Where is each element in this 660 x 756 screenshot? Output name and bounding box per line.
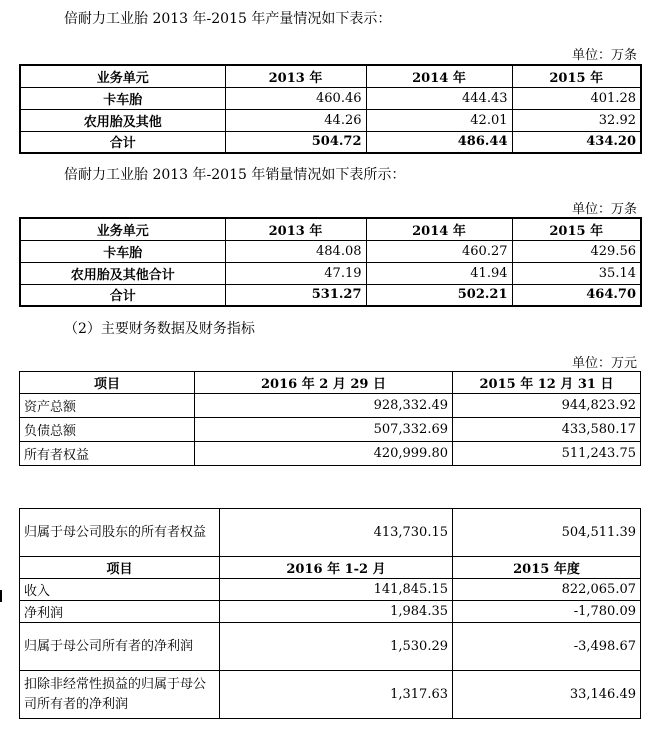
row-label: 资产总额	[20, 394, 195, 418]
margin-mark	[0, 590, 2, 602]
table-row	[20, 442, 641, 466]
col-header-2014: 2014 年	[366, 218, 512, 240]
sales-table	[19, 217, 642, 307]
row-label: 归属于母公司股东的所有者权益	[20, 509, 220, 557]
col-header-item: 项目	[20, 372, 195, 394]
row-label: 农用胎及其他	[20, 109, 225, 131]
production-intro: 倍耐力工业胎 2013 年-2015 年产量情况如下表示：	[64, 11, 392, 27]
cell-value: -1,780.09	[453, 601, 641, 623]
row-label: 所有者权益	[20, 442, 195, 466]
cell-value: 35.14	[512, 262, 641, 284]
col-header-2015: 2015 年	[512, 65, 641, 87]
col-header-2015-dec: 2015 年 12 月 31 日	[453, 372, 641, 394]
cell-value: -3,498.67	[453, 623, 641, 671]
table-row	[20, 394, 641, 418]
col-header-2013: 2013 年	[225, 218, 366, 240]
sales-intro: 倍耐力工业胎 2013 年-2015 年销量情况如下表所示：	[64, 167, 406, 183]
cell-value: 444.43	[366, 87, 512, 109]
table-row	[20, 240, 641, 262]
cell-value: 32.92	[512, 109, 641, 131]
production-table	[19, 64, 642, 154]
cell-value: 507,332.69	[195, 418, 453, 442]
cell-value: 1,317.63	[220, 671, 453, 719]
table-row	[20, 623, 641, 671]
row-label: 卡车胎	[20, 87, 225, 109]
balance-table	[19, 371, 641, 466]
row-label: 农用胎及其他合计	[20, 262, 225, 284]
row-label: 净利润	[20, 601, 220, 623]
cell-value: 33,146.49	[453, 671, 641, 719]
table-row	[20, 87, 641, 109]
income-table	[19, 508, 641, 719]
col-header-2014: 2014 年	[366, 65, 512, 87]
cell-value: 434.20	[512, 131, 641, 153]
cell-value: 464.70	[512, 284, 641, 306]
cell-value: 502.21	[366, 284, 512, 306]
col-header-item: 项目	[20, 557, 220, 579]
col-header-2016-feb: 2016 年 2 月 29 日	[195, 372, 453, 394]
table-row	[20, 262, 641, 284]
cell-value: 401.28	[512, 87, 641, 109]
production-unit: 单位：万条	[571, 48, 637, 63]
sales-unit: 单位：万条	[571, 202, 637, 217]
row-label: 负债总额	[20, 418, 195, 442]
cell-value: 429.56	[512, 240, 641, 262]
cell-value: 47.19	[225, 262, 366, 284]
col-header-2016-jan-feb: 2016 年 1-2 月	[220, 557, 453, 579]
cell-value: 460.27	[366, 240, 512, 262]
cell-value: 433,580.17	[453, 418, 641, 442]
cell-value: 511,243.75	[453, 442, 641, 466]
cell-value: 928,332.49	[195, 394, 453, 418]
cell-value: 944,823.92	[453, 394, 641, 418]
table-row	[20, 601, 641, 623]
table-row	[20, 671, 641, 719]
row-label: 归属于母公司所有者的净利润	[20, 623, 220, 671]
cell-value: 504.72	[225, 131, 366, 153]
table-row	[20, 418, 641, 442]
cell-value: 42.01	[366, 109, 512, 131]
cell-value: 41.94	[366, 262, 512, 284]
financial-unit: 单位：万元	[571, 356, 637, 371]
row-label: 卡车胎	[20, 240, 225, 262]
table-row-total	[20, 284, 641, 306]
col-header-unit: 业务单元	[20, 218, 225, 240]
table-row	[20, 109, 641, 131]
cell-value: 44.26	[225, 109, 366, 131]
col-header-2015-year: 2015 年度	[453, 557, 641, 579]
cell-value: 531.27	[225, 284, 366, 306]
cell-value: 420,999.80	[195, 442, 453, 466]
cell-value: 1,984.35	[220, 601, 453, 623]
financial-heading: （2）主要财务数据及财务指标	[64, 321, 255, 337]
cell-value: 484.08	[225, 240, 366, 262]
col-header-unit: 业务单元	[20, 65, 225, 87]
cell-value: 460.46	[225, 87, 366, 109]
col-header-2013: 2013 年	[225, 65, 366, 87]
cell-value: 141,845.15	[220, 579, 453, 601]
col-header-2015: 2015 年	[512, 218, 641, 240]
cell-value: 822,065.07	[453, 579, 641, 601]
table-row-total	[20, 131, 641, 153]
row-label: 收入	[20, 579, 220, 601]
row-label: 扣除非经常性损益的归属于母公司所有者的净利润	[20, 671, 220, 719]
row-label: 合计	[20, 131, 225, 153]
cell-value: 486.44	[366, 131, 512, 153]
row-label: 合计	[20, 284, 225, 306]
table-row	[20, 579, 641, 601]
cell-value: 1,530.29	[220, 623, 453, 671]
cell-value: 504,511.39	[453, 509, 641, 557]
table-row-parent-equity	[20, 509, 641, 557]
cell-value: 413,730.15	[220, 509, 453, 557]
